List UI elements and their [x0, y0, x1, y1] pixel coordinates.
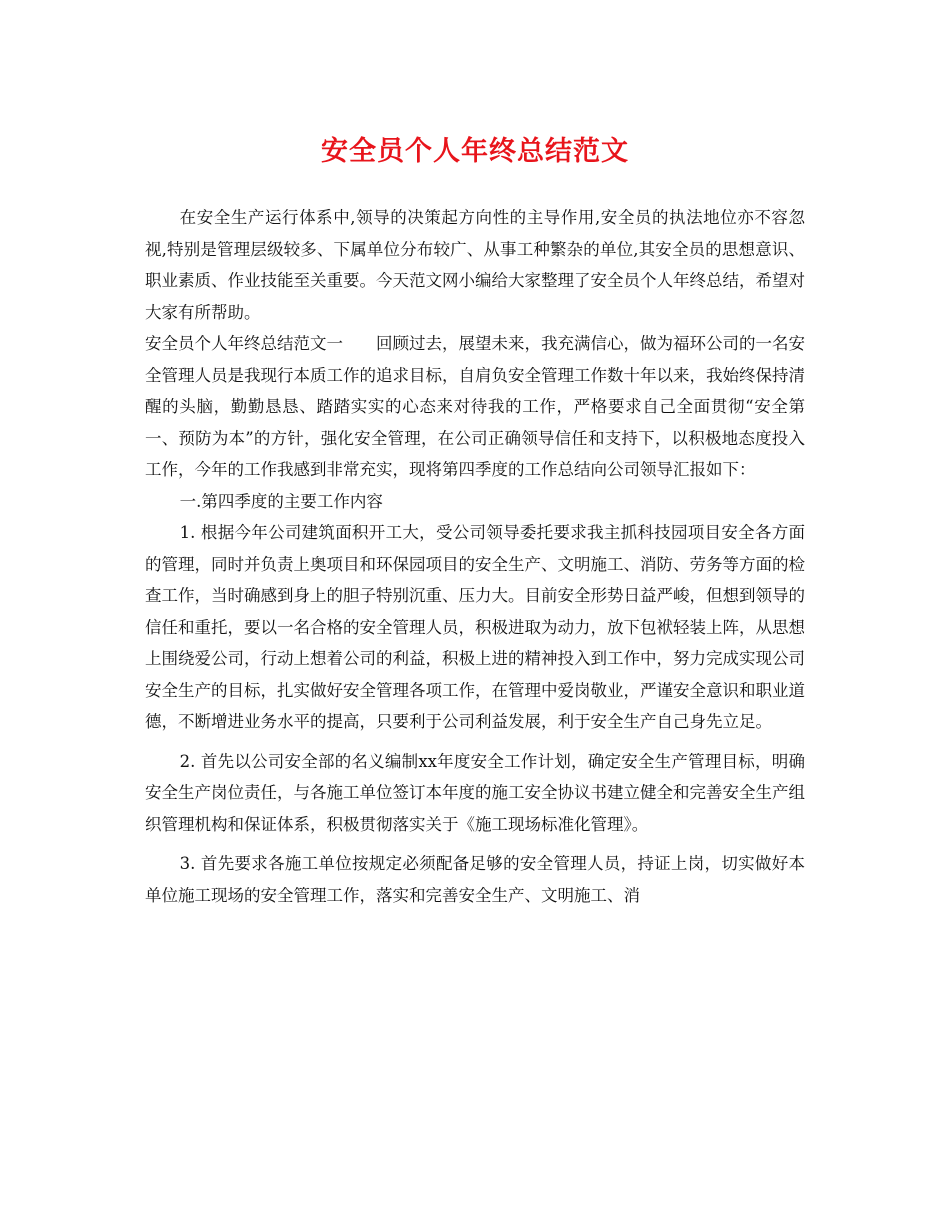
item-1-paragraph: 1. 根据今年公司建筑面积开工大，受公司领导委托要求我主抓科技园项目安全各方面的管理，同时并负责上奥项目和环保园项目的安全生产、文明施工、消防、劳务等方面的检查工作，当时确感到身上的胆子特别沉重、压力大。目前安全形势日益严峻，但想到领导的信任和重托，要以一名合格的安全管理人员，积极进取为动力，放下包袱轻装上阵，从思想上围绕爱公司，行动上想着公司的利益，积极上进的精神投入到工作中，努力完成实现公司安全生产的目标，扎实做好安全管理各项工作，在管理中爱岗敬业，严谨安全意识和职业道德，不断增进业务水平的提高，只要利于公司利益发展，利于安全生产自己身先立足。 [145, 523, 805, 731]
document-body [145, 202, 805, 911]
section-one-paragraph: 安全员个人年终总结范文一 回顾过去，展望未来，我充满信心，做为福环公司的一名安全管理人员是我现行本质工作的追求目标，自肩负安全管理工作数十年以来，我始终保持清醒的头脑，勤勤恳恳、踏踏实实的心态来对待我的工作，严格要求自己全面贯彻“安全第一、预防为本”的方针，强化安全管理，在公司正确领导信任和支持下，以积极地态度投入工作，今年的工作我感到非常充实，现将第四季度的工作总结向公司领导汇报如下： [145, 334, 805, 479]
document-title: 安全员个人年终总结范文 [321, 136, 629, 167]
item-2-paragraph: 2. 首先以公司安全部的名义编制xx年度安全工作计划，确定安全生产管理目标，明确安全生产岗位责任，与各施工单位签订本年度的施工安全协议书建立健全和完善安全生产组织管理机构和保证体系，积极贯彻落实关于《施工现场标准化管理》。 [145, 751, 805, 834]
intro-paragraph: 在安全生产运行体系中,领导的决策起方向性的主导作用,安全员的执法地位亦不容忽视,特别是管理层级较多、下属单位分布较广、从事工种繁杂的单位,其安全员的思想意识、职业素质、作业技能至关重要。今天范文网小编给大家整理了安全员个人年终总结，希望对大家有所帮助。 [145, 208, 805, 322]
heading-main-work: 一.第四季度的主要工作内容 [179, 491, 383, 511]
item-3-paragraph: 3. 首先要求各施工单位按规定必须配备足够的安全管理人员，持证上岗，切实做好本单位施工现场的安全管理工作，落实和完善安全生产、文明施工、消 [145, 854, 805, 905]
